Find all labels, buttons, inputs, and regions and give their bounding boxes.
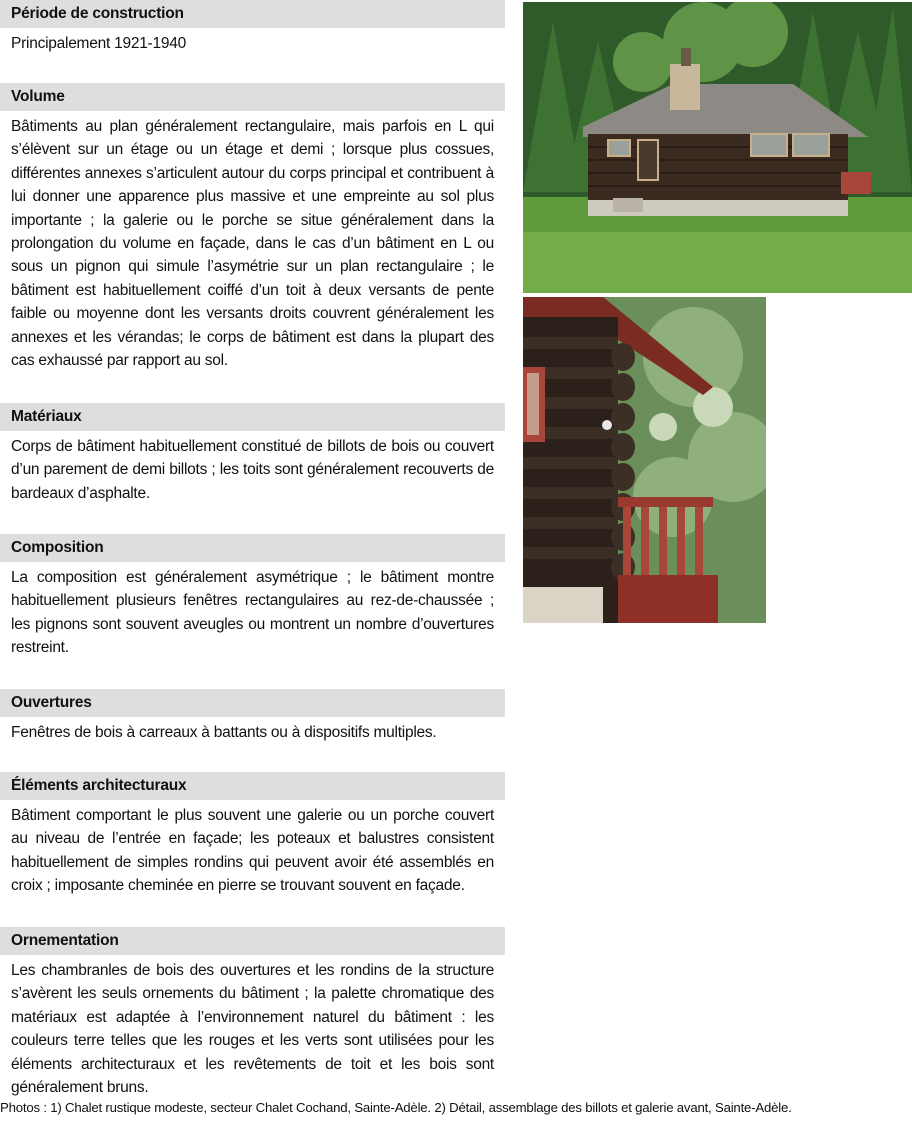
section-text: Les chambranles de bois des ouvertures et les rondins de la structure s’avèrent les seuls ornements du bâtiment ; la palette chromatique des matériaux est adaptée à l’environnement naturel du bâtiment : les couleurs terre telles que les rouges et les verts sont utilisées pour les éléments architecturaux et les revêtements de toit et les bois sont généralement bruns. xyxy=(11,962,494,1097)
section-header: Matériaux xyxy=(0,403,505,431)
section-composition xyxy=(0,534,505,660)
section-ouvertures xyxy=(0,689,505,744)
section-elements-architecturaux xyxy=(0,772,505,898)
photo-detail xyxy=(523,297,766,623)
section-header: Ouvertures xyxy=(0,689,505,717)
section-materiaux xyxy=(0,403,505,505)
section-text: Bâtiment comportant le plus souvent une galerie ou un porche couvert au niveau de l’entrée en façade; les poteaux et balustres consistent habituellement de simples rondins qui peuvent avoir été assemblés en croix ; imposante cheminée en pierre se trouvant souvent en façade. xyxy=(11,807,494,895)
section-text: Fenêtres de bois à carreaux à battants ou à dispositifs multiples. xyxy=(11,724,437,741)
section-header: Composition xyxy=(0,534,505,562)
section-header: Éléments architecturaux xyxy=(0,772,505,800)
section-volume xyxy=(0,83,505,372)
section-header: Ornementation xyxy=(0,927,505,955)
section-text: Corps de bâtiment habituellement constitué de billots de bois ou couvert d’un parement de demi billots ; les toits sont généralement recouverts de bardeaux d’asphalte. xyxy=(11,438,494,502)
section-ornementation xyxy=(0,927,505,1099)
section-periode xyxy=(0,0,505,55)
section-header: Volume xyxy=(0,83,505,111)
section-header: Période de construction xyxy=(0,0,505,28)
section-text: Principalement 1921-1940 xyxy=(11,35,186,52)
photo-chalet xyxy=(523,2,912,293)
section-text: Bâtiments au plan généralement rectangulaire, mais parfois en L qui s’élèvent sur un étage ou un étage et demi ; lorsque plus cossues, différentes annexes s’articulent autour du corps principal et contribuent à lui donner une apparence plus massive et une empreinte au sol plus importante ; la galerie ou le porche se situe généralement dans la prolongation du volume en façade, dans le cas d’un bâtiment en L ou sous un pignon qui simule l’asymétrie sur un plan rectangulaire ; le bâtiment est habituellement coiffé d’un toit à deux versants de pente faible ou moyenne dont les versants droits couvrent généralement les annexes et les vérandas; le corps de bâtiment est dans la plupart des cas exhaussé par rapport au sol. xyxy=(11,118,494,370)
photo-caption: Photos : 1) Chalet rustique modeste, secteur Chalet Cochand, Sainte-Adèle. 2) Détail, assemblage des billots et galerie avant, Sainte-Adèle. xyxy=(0,1100,792,1115)
section-text: La composition est généralement asymétrique ; le bâtiment montre habituellement plusieurs fenêtres rectangulaires au rez-de-chaussée ; les pignons sont souvent aveugles ou montrent un nombre d’ouvertures restreint. xyxy=(11,569,494,657)
